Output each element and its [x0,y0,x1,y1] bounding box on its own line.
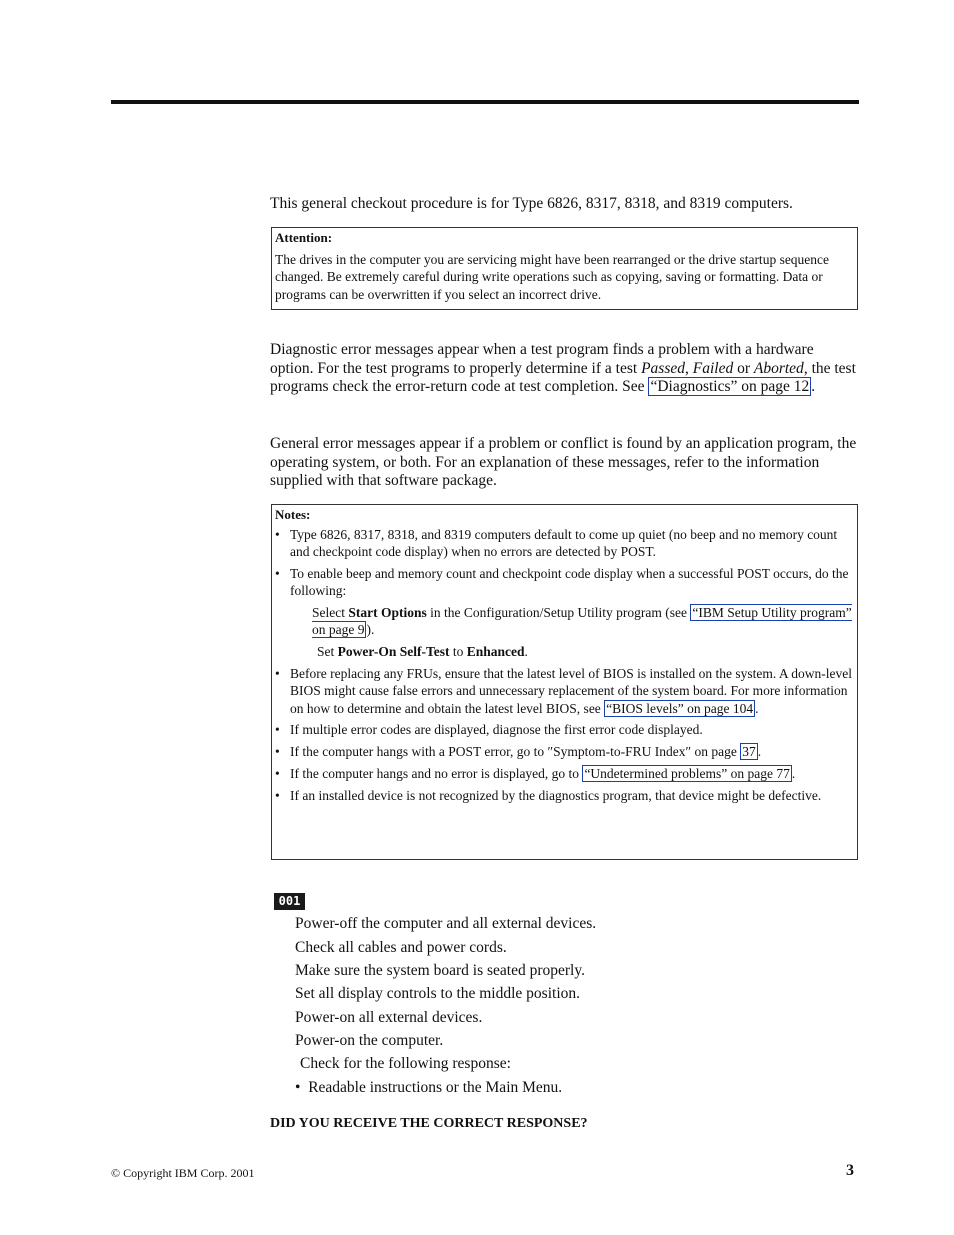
substep-set: Set Power-On Self-Test to Enhanced. [317,644,528,660]
note-item: • Type 6826, 8317, 8318, and 8319 computers default to come up quiet (no beep and no memory count and checkpoint code display) when no errors are detected by POST. [275,526,853,561]
note-item: • To enable beep and memory count and checkpoint code display when a successful POST occurs, do the following: [275,565,853,600]
symptom-index-link[interactable]: 37 [742,744,756,760]
response-question: DID YOU RECEIVE THE CORRECT RESPONSE? [270,1116,588,1131]
note-substep [275,604,853,660]
step-item: Check for the following response: [300,1055,511,1072]
page-number: 3 [846,1162,854,1179]
setup-utility-link[interactable]: “IBM Setup Utility program” on page 9 [312,605,852,638]
note-item: • Before replacing any FRUs, ensure that the latest level of BIOS is installed on the system. A down-level BIOS might cause false errors and unnecessary replacement of the system board. For more information on how to determine and obtain the latest level BIOS, see “BIOS levels” on page 104 . [275,665,853,717]
step-item: Set all display controls to the middle position. [295,985,581,1002]
note-item: • If the computer hangs with a POST error, go to ″Symptom-to-FRU Index″ on page 37 . [275,743,853,760]
substep-select: Select Start Options in the Configuration/Setup Utility program (see “IBM Setup Utility program” on page 9 ). [312,605,852,638]
step-item: Make sure the system board is seated properly. [295,962,585,979]
attention-text: The drives in the computer you are servicing might have been rearranged or the drive startup sequence changed. Be extremely careful during write operations such as copying, saving or formatting. Data or programs can be overwritten if you select an incorrect drive. [275,252,830,302]
notes-box [271,504,858,860]
response-item: • Readable instructions or the Main Menu. [295,1079,563,1096]
step-item: Power-off the computer and all external devices. [295,915,597,932]
note-item: • If multiple error codes are displayed, diagnose the first error code displayed. [275,721,853,738]
diagnostics-link[interactable]: “Diagnostics” on page 12 [650,378,810,395]
step-item: Power-on the computer. [295,1032,444,1049]
passed-term: Passed [641,359,685,377]
attention-heading: Attention: [275,230,333,245]
undetermined-problems-link[interactable]: “Undetermined problems” on page 77 [584,766,790,782]
step-item: Power-on all external devices. [295,1009,483,1026]
attention-box [271,227,858,310]
notes-list [275,526,853,804]
note-item: • If the computer hangs and no error is displayed, go to “Undetermined problems” on page 77 . [275,765,853,782]
failed-term: Failed [692,359,734,377]
aborted-term: Aborted [753,359,804,377]
intro-paragraph: This general checkout procedure is for Type 6826, 8317, 8318, and 8319 computers. [270,195,793,212]
step-item: Check all cables and power cords. [295,939,507,956]
general-error-paragraph: General error messages appear if a problem or conflict is found by an application program, the operating system, or both. For an explanation of these messages, refer to the information supplied with that software package. [270,435,857,489]
note-item: • If an installed device is not recognized by the diagnostics program, that device might be defective. [275,787,853,804]
copyright: © Copyright IBM Corp. 2001 [111,1166,255,1180]
bios-levels-link[interactable]: “BIOS levels” on page 104 [606,700,754,716]
diagnostic-paragraph: Diagnostic error messages appear when a test program finds a problem with a hardware option. For the test programs to properly determine if a test Passed, Failed or Aborted, the test programs check the error-return code at test completion. See “Diagnostics” on page 12 . [270,341,856,395]
top-rule [111,100,859,104]
bullet-glyph: • [295,1079,301,1096]
step-label-badge: 001 [274,893,305,910]
notes-heading: Notes: [275,507,311,522]
